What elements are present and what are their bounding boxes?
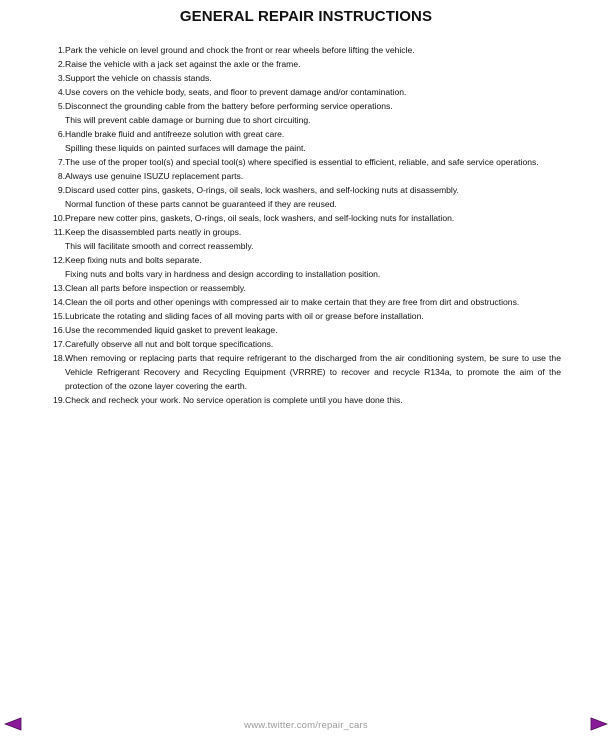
instruction-text <box>65 337 561 351</box>
instruction-line: Handle brake fluid and antifreeze solution with great care. <box>65 129 285 139</box>
prev-arrow-shape <box>5 718 21 730</box>
next-arrow-shape <box>591 718 607 730</box>
instruction-item <box>48 155 561 169</box>
instruction-line: This will facilitate smooth and correct reassembly. <box>65 241 254 251</box>
instruction-item <box>48 183 561 211</box>
next-page-arrow-icon[interactable] <box>590 717 608 731</box>
instruction-item <box>48 337 561 351</box>
instruction-text <box>65 71 561 85</box>
instruction-line: Normal function of these parts cannot be guaranteed if they are reused. <box>65 199 337 209</box>
instruction-number: 6. <box>57 129 65 139</box>
instruction-number: 11. <box>53 227 65 237</box>
instruction-item <box>48 393 561 407</box>
instruction-text <box>65 99 561 127</box>
instruction-number: 17. <box>53 339 65 349</box>
instruction-number: 3. <box>57 73 65 83</box>
instruction-text <box>65 85 561 99</box>
instruction-item <box>48 127 561 155</box>
prev-page-arrow-icon[interactable] <box>4 717 22 731</box>
instruction-line: Check and recheck your work. No service operation is complete until you have done this. <box>65 395 403 405</box>
instruction-number: 12. <box>53 255 65 265</box>
instruction-number: 15. <box>53 311 65 321</box>
instruction-number: 4. <box>57 87 65 97</box>
instruction-line: Prepare new cotter pins, gaskets, O-rings, oil seals, lock washers, and self-locking nuts for installation. <box>65 213 455 223</box>
instruction-line: Lubricate the rotating and sliding faces of all moving parts with oil or grease before installation. <box>65 311 424 321</box>
instruction-item <box>48 99 561 127</box>
instruction-text <box>65 127 561 155</box>
instruction-text <box>65 183 561 211</box>
instruction-line: This will prevent cable damage or burning due to short circuiting. <box>65 115 311 125</box>
instruction-item <box>48 57 561 71</box>
instruction-number: 10. <box>53 213 65 223</box>
instruction-number: 2. <box>57 59 65 69</box>
instruction-item <box>48 295 561 309</box>
instruction-item <box>48 253 561 281</box>
instruction-item <box>48 85 561 99</box>
instruction-line: Spilling these liquids on painted surfaces will damage the paint. <box>65 143 306 153</box>
instruction-line: Use the recommended liquid gasket to prevent leakage. <box>65 325 278 335</box>
instruction-line: Fixing nuts and bolts vary in hardness and design according to installation position. <box>65 269 381 279</box>
instruction-number: 8. <box>57 171 65 181</box>
instruction-line: Raise the vehicle with a jack set against the axle or the frame. <box>65 59 301 69</box>
instruction-text <box>65 323 561 337</box>
instruction-text <box>65 295 561 309</box>
instruction-line: Clean all parts before inspection or reassembly. <box>65 283 246 293</box>
instruction-number: 18. <box>53 353 65 363</box>
instruction-list <box>48 43 561 407</box>
instruction-number: 5. <box>57 101 65 111</box>
instruction-line: When removing or replacing parts that require refrigerant to the discharged from the air conditioning system, be sure to use the Vehicle Refrigerant Recovery and Recycling Equipment (VRRRE) to recover and recycle R134a, to promote the aim of the protection of the ozone layer covering the earth. <box>65 353 561 391</box>
instruction-line: Keep the disassembled parts neatly in groups. <box>65 227 242 237</box>
instruction-line: Carefully observe all nut and bolt torque specifications. <box>65 339 274 349</box>
instruction-line: Use covers on the vehicle body, seats, and floor to prevent damage and/or contamination. <box>65 87 407 97</box>
instruction-number: 1. <box>57 45 65 55</box>
instruction-item <box>48 351 561 393</box>
instruction-line: The use of the proper tool(s) and special tool(s) where specified is essential to efficient, reliable, and safe service operations. <box>65 157 539 167</box>
instruction-text <box>65 155 561 169</box>
instruction-number: 13. <box>53 283 65 293</box>
instruction-number: 7. <box>57 157 65 167</box>
instruction-number: 19. <box>53 395 65 405</box>
instruction-item <box>48 225 561 253</box>
instruction-line: Support the vehicle on chassis stands. <box>65 73 212 83</box>
instruction-text <box>65 225 561 253</box>
instruction-text <box>65 57 561 71</box>
instruction-item <box>48 169 561 183</box>
instruction-line: Park the vehicle on level ground and chock the front or rear wheels before lifting the vehicle. <box>65 45 415 55</box>
instruction-text <box>65 351 561 393</box>
page-title: GENERAL REPAIR INSTRUCTIONS <box>179 8 433 25</box>
instruction-number: 14. <box>53 297 65 307</box>
instruction-line: Discard used cotter pins, gaskets, O-rings, oil seals, lock washers, and self-locking nuts at disassembly. <box>65 185 459 195</box>
instruction-number: 16. <box>53 325 65 335</box>
instruction-number: 9. <box>57 185 65 195</box>
instruction-line: Clean the oil ports and other openings with compressed air to make certain that they are free from dirt and obstructions. <box>65 297 520 307</box>
footer-link[interactable]: www.twitter.com/repair_cars <box>244 720 368 731</box>
instruction-item <box>48 43 561 57</box>
instruction-text <box>65 281 561 295</box>
instruction-text <box>65 211 561 225</box>
instruction-line: Disconnect the grounding cable from the battery before performing service operations. <box>65 101 393 111</box>
instruction-text <box>65 309 561 323</box>
instruction-text <box>65 253 561 281</box>
instruction-item <box>48 323 561 337</box>
instruction-item <box>48 71 561 85</box>
instruction-text <box>65 43 561 57</box>
instruction-item <box>48 281 561 295</box>
instruction-text <box>65 393 561 407</box>
instruction-text <box>65 169 561 183</box>
instruction-line: Always use genuine ISUZU replacement parts. <box>65 171 244 181</box>
instruction-line: Keep fixing nuts and bolts separate. <box>65 255 202 265</box>
instruction-item <box>48 309 561 323</box>
instruction-item <box>48 211 561 225</box>
